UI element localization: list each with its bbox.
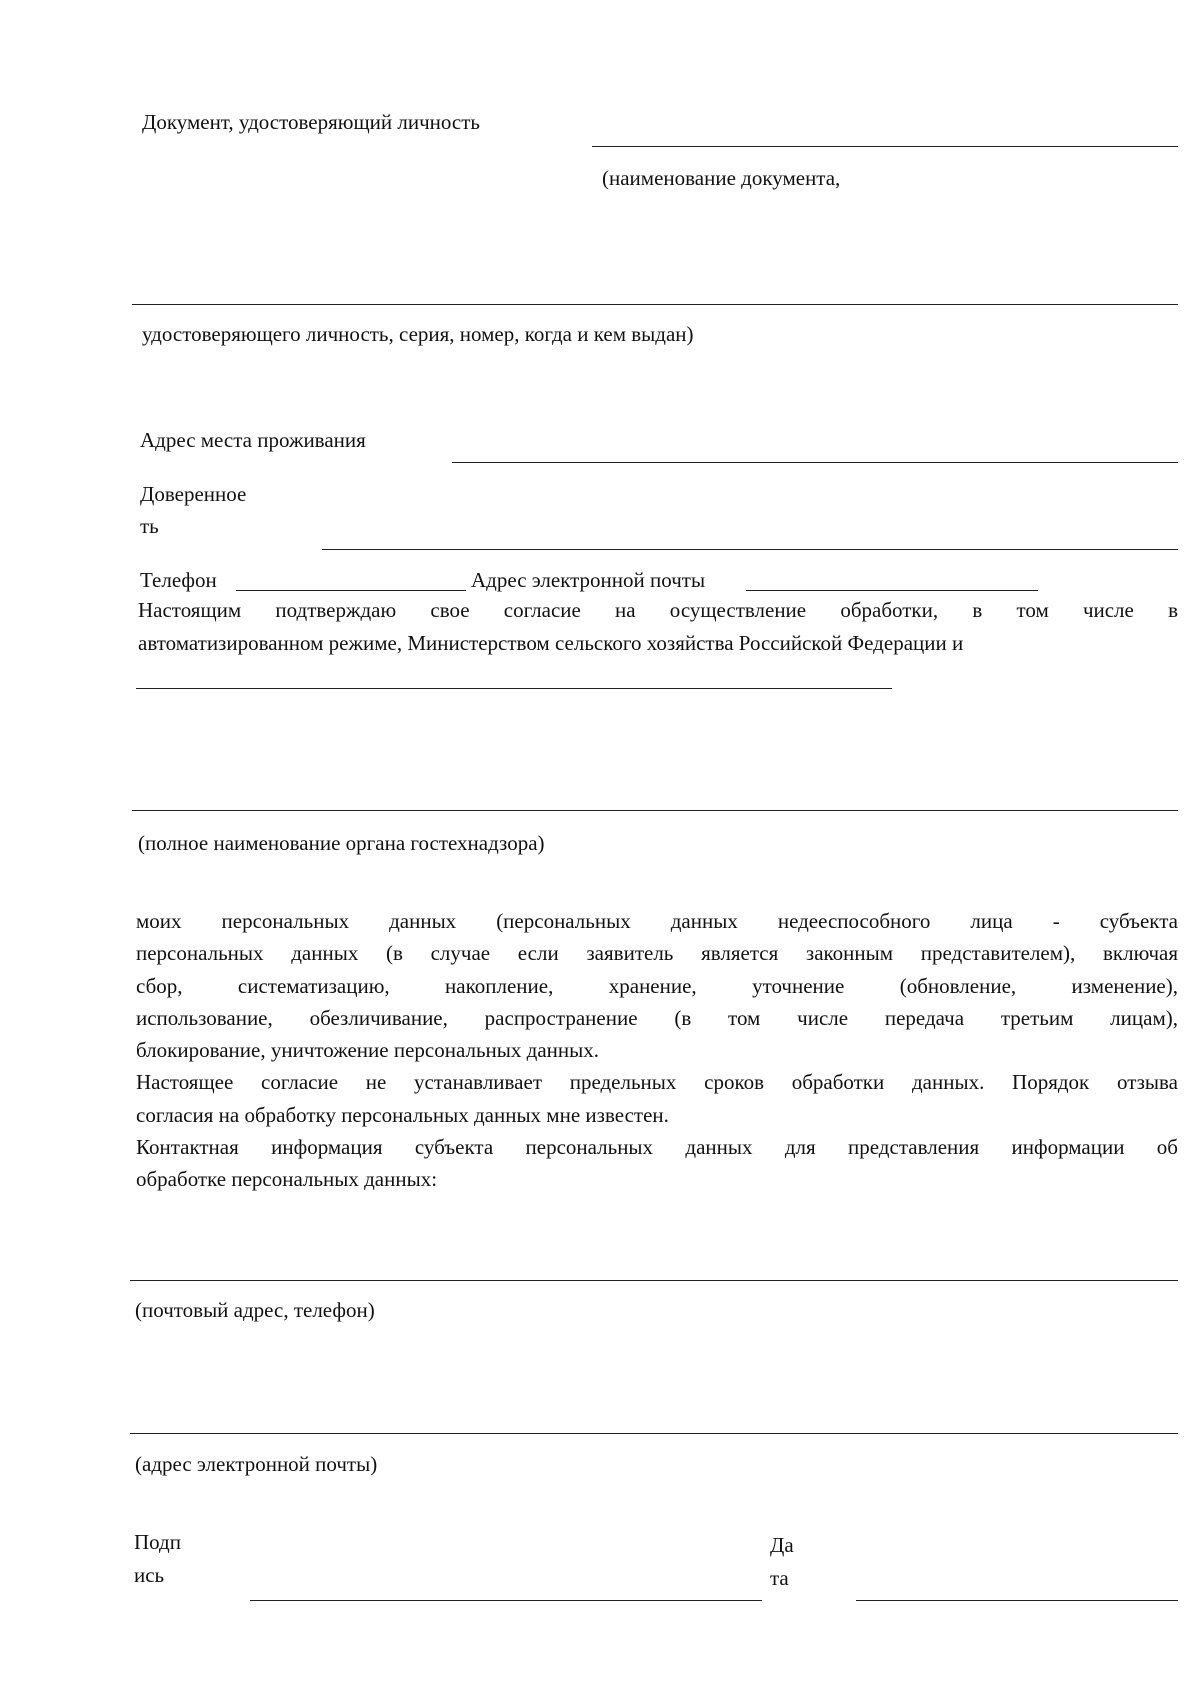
contact-line-2: обработке персональных данных: [136, 1167, 438, 1191]
signature-label-1: Подп [134, 1530, 181, 1554]
id-doc-name-line[interactable] [592, 146, 1178, 147]
email-label: Адрес электронной почты [471, 568, 706, 592]
authority-line[interactable] [132, 810, 1178, 811]
postal-hint: (почтовый адрес, телефон) [135, 1298, 375, 1322]
signature-line[interactable] [250, 1600, 762, 1601]
term-line-2: согласия на обработку персональных данных мне известен. [136, 1103, 669, 1127]
body-line-4: использование, обезличивание, распространение (в том числе передача третьим лицам), [136, 1006, 1178, 1030]
term-line-1: Настоящее согласие не устанавливает предельных сроков обработки данных. Порядок отзыва [136, 1070, 1178, 1094]
consent-line-1: Настоящим подтверждаю свое согласие на осуществление обработки, в том числе в [138, 598, 1178, 622]
consent-line-2: автоматизированном режиме, Министерством сельского хозяйства Российской Федерации и [138, 631, 964, 655]
operator-line[interactable] [136, 688, 892, 689]
email-address-line[interactable] [130, 1433, 1178, 1434]
body-line-1: моих персональных данных (персональных данных недееспособного лица - субъекта [136, 909, 1178, 933]
email-hint: (адрес электронной почты) [135, 1452, 378, 1476]
postal-line[interactable] [130, 1280, 1178, 1281]
poa-line[interactable] [322, 549, 1178, 550]
date-line[interactable] [856, 1600, 1178, 1601]
date-label-2: та [770, 1566, 789, 1590]
email-line[interactable] [746, 590, 1038, 591]
contact-line-1: Контактная информация субъекта персональных данных для представления информации об [136, 1135, 1178, 1159]
address-line[interactable] [452, 462, 1178, 463]
id-doc-label: Документ, удостоверяющий личность [142, 110, 480, 134]
poa-label-1: Доверенное [140, 482, 247, 506]
id-doc-details-line[interactable] [132, 304, 1178, 305]
poa-label-2: ть [140, 514, 159, 538]
body-line-5: блокирование, уничтожение персональных данных. [136, 1038, 599, 1062]
date-label-1: Да [770, 1533, 794, 1557]
id-doc-hint-1: (наименование документа, [602, 166, 841, 190]
body-line-2: персональных данных (в случае если заявитель является законным представителем), включая [136, 941, 1178, 965]
signature-label-2: ись [134, 1563, 165, 1587]
phone-label: Телефон [140, 568, 217, 592]
id-doc-hint-2: удостоверяющего личность, серия, номер, когда и кем выдан) [142, 322, 694, 346]
phone-line[interactable] [236, 590, 466, 591]
address-label: Адрес места проживания [140, 428, 366, 452]
body-line-3: сбор, систематизацию, накопление, хранение, уточнение (обновление, изменение), [136, 974, 1178, 998]
authority-hint: (полное наименование органа гостехнадзора) [138, 831, 545, 855]
